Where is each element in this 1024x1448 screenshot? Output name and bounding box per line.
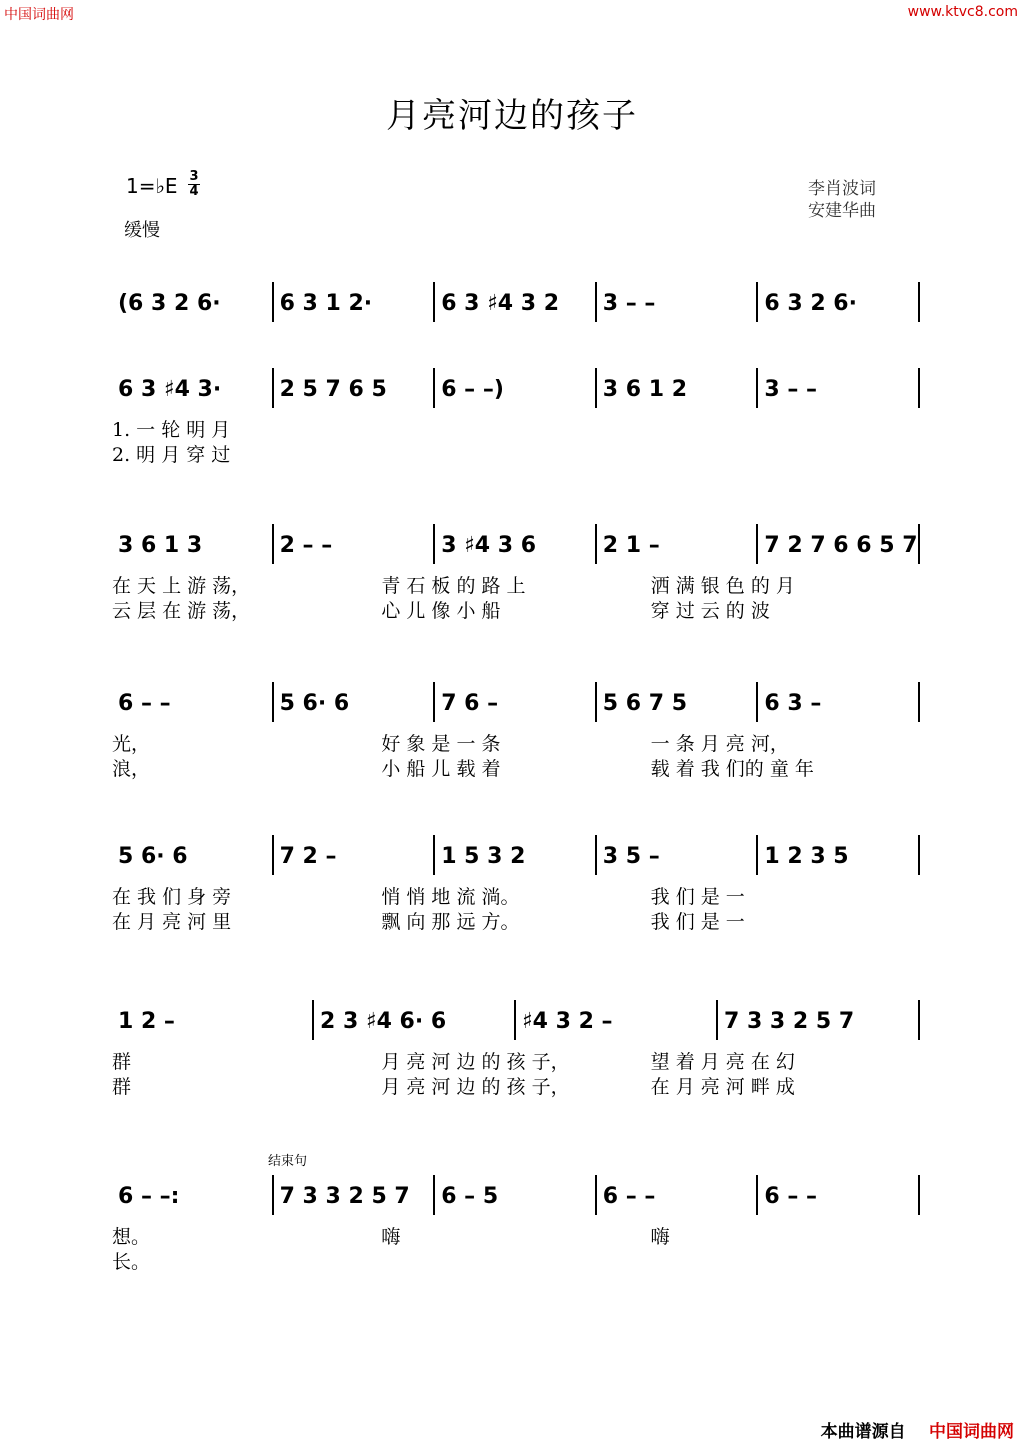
measure: 2 3 ♯4 6· 6 [320, 1009, 447, 1034]
barline [595, 1175, 597, 1215]
barline [514, 1000, 516, 1040]
lyric-line-1: 在 我 们 身 旁 [112, 886, 232, 908]
lyric-line-1: 在 天 上 游 荡， [112, 575, 251, 597]
measure: 5 6 7 5 [602, 691, 688, 716]
barline [433, 368, 435, 408]
lyric-line-2: 我 们 是 一 [650, 911, 745, 933]
measure: 7 3 3 2 5 7 [724, 1009, 855, 1034]
barline [433, 1175, 435, 1215]
lyric-line-1: 嗨 [381, 1226, 401, 1248]
lyric-line-2: 载 着 我 们的 童 年 [650, 758, 814, 780]
barline [272, 524, 274, 564]
lyric-line-1: 想。 [112, 1226, 151, 1248]
time-signature [188, 170, 200, 199]
lyric-line-1: 群 [112, 1051, 132, 1073]
time-signature-bottom: 4 [189, 184, 199, 199]
barline [756, 524, 758, 564]
measure: 7 3 3 2 5 7 [279, 1184, 410, 1209]
barline [918, 682, 920, 722]
ending-label: 结束句 [268, 1154, 308, 1169]
measure: 7 6 – [441, 691, 499, 716]
barline [595, 282, 597, 322]
measure: 6 – –) [441, 377, 504, 402]
lyric-line-2: 在 月 亮 河 畔 成 [650, 1076, 795, 1098]
lyric-line-1: 月 亮 河 边 的 孩 子， [381, 1051, 570, 1073]
lyric-line-2: 心 儿 像 小 船 [381, 600, 501, 622]
tempo-marking: 缓慢 [124, 220, 160, 241]
lyric-line-1: 1. 一 轮 明 月 [112, 419, 231, 441]
barline [716, 1000, 718, 1040]
barline [756, 1175, 758, 1215]
barline [272, 282, 274, 322]
key-signature: 1=♭E [126, 174, 178, 198]
lyric-line-1: 嗨 [650, 1226, 670, 1248]
barline [918, 1000, 920, 1040]
barline [433, 282, 435, 322]
barline [756, 282, 758, 322]
measure: 2 1 – [602, 533, 660, 558]
measure: 5 6· 6 [118, 844, 188, 869]
lyric-line-1: 光， [112, 733, 151, 755]
lyric-line-1: 洒 满 银 色 的 月 [650, 575, 795, 597]
measure: 6 – –: [118, 1184, 180, 1209]
barline [918, 835, 920, 875]
barline [433, 835, 435, 875]
measure: 2 5 7 6 5 [279, 377, 387, 402]
measure: 5 6· 6 [279, 691, 350, 716]
time-signature-top: 3 [189, 169, 199, 184]
lyric-line-2: 穿 过 云 的 波 [650, 600, 770, 622]
measure: 3 6 1 3 [118, 533, 203, 558]
barline [272, 682, 274, 722]
measure: 2 – – [279, 533, 333, 558]
lyric-line-2: 小 船 儿 载 着 [381, 758, 501, 780]
lyric-line-2: 长。 [112, 1251, 151, 1273]
barline [272, 835, 274, 875]
measure: (6 3 2 6· [118, 291, 221, 316]
measure: 6 3 ♯4 3 2 [441, 291, 560, 316]
barline [433, 682, 435, 722]
measure: 3 – – [764, 377, 818, 402]
footer [821, 1417, 1014, 1442]
barline [756, 368, 758, 408]
lyric-line-2: 2. 明 月 穿 过 [112, 444, 231, 466]
measure: 7 2 – [279, 844, 337, 869]
watermark-right: www.ktvc8.com [907, 4, 1018, 20]
lyric-line-2: 群 [112, 1076, 132, 1098]
measure: 3 5 – [602, 844, 660, 869]
lyric-line-1: 好 象 是 一 条 [381, 733, 501, 755]
barline [756, 835, 758, 875]
lyric-line-1: 青 石 板 的 路 上 [381, 575, 526, 597]
barline [918, 282, 920, 322]
barline [595, 368, 597, 408]
measure: 1 5 3 2 [441, 844, 526, 869]
measure: 3 – – [602, 291, 656, 316]
measure: 1 2 3 5 [764, 844, 849, 869]
lyric-line-2: 云 层 在 游 荡， [112, 600, 251, 622]
barline [312, 1000, 314, 1040]
watermark-left: 中国词曲网 [4, 7, 74, 23]
measure: 6 – – [118, 691, 171, 716]
barline [595, 524, 597, 564]
measure: 6 – – [764, 1184, 818, 1209]
lyric-line-1: 望 着 月 亮 在 幻 [650, 1051, 795, 1073]
barline [756, 682, 758, 722]
lyric-line-2: 月 亮 河 边 的 孩 子， [381, 1076, 570, 1098]
credits [808, 178, 876, 222]
measure: 6 3 ♯4 3· [118, 377, 222, 402]
measure: 6 3 2 6· [764, 291, 857, 316]
measure: 6 – – [602, 1184, 656, 1209]
barline [918, 368, 920, 408]
measure: 6 3 1 2· [279, 291, 373, 316]
lyric-line-1: 我 们 是 一 [650, 886, 745, 908]
lyric-line-2: 浪， [112, 758, 151, 780]
measure: 1 2 – [118, 1009, 175, 1034]
song-title: 月亮河边的孩子 [386, 96, 638, 136]
barline [918, 1175, 920, 1215]
footer-site: 中国词曲网 [929, 1422, 1014, 1442]
measure: 7 2 7 6 6 5 7 [764, 533, 918, 558]
measure: 3 ♯4 3 6 [441, 533, 537, 558]
measure: 3 6 1 2 [602, 377, 688, 402]
measure: 6 3 – [764, 691, 822, 716]
barline [595, 835, 597, 875]
lyricist: 李肖波词 [808, 179, 876, 199]
barline [595, 682, 597, 722]
barline [272, 1175, 274, 1215]
barline [433, 524, 435, 564]
lyric-line-1: 悄 悄 地 流 淌。 [381, 886, 520, 908]
measure: ♯4 3 2 – [522, 1009, 613, 1034]
lyric-line-2: 在 月 亮 河 里 [112, 911, 232, 933]
footer-source: 本曲谱源自 [820, 1422, 906, 1442]
lyric-line-1: 一 条 月 亮 河， [650, 733, 789, 755]
composer: 安建华曲 [808, 201, 876, 221]
lyric-line-2: 飘 向 那 远 方。 [381, 911, 520, 933]
barline [272, 368, 274, 408]
measure: 6 – 5 [441, 1184, 499, 1209]
barline [918, 524, 920, 564]
